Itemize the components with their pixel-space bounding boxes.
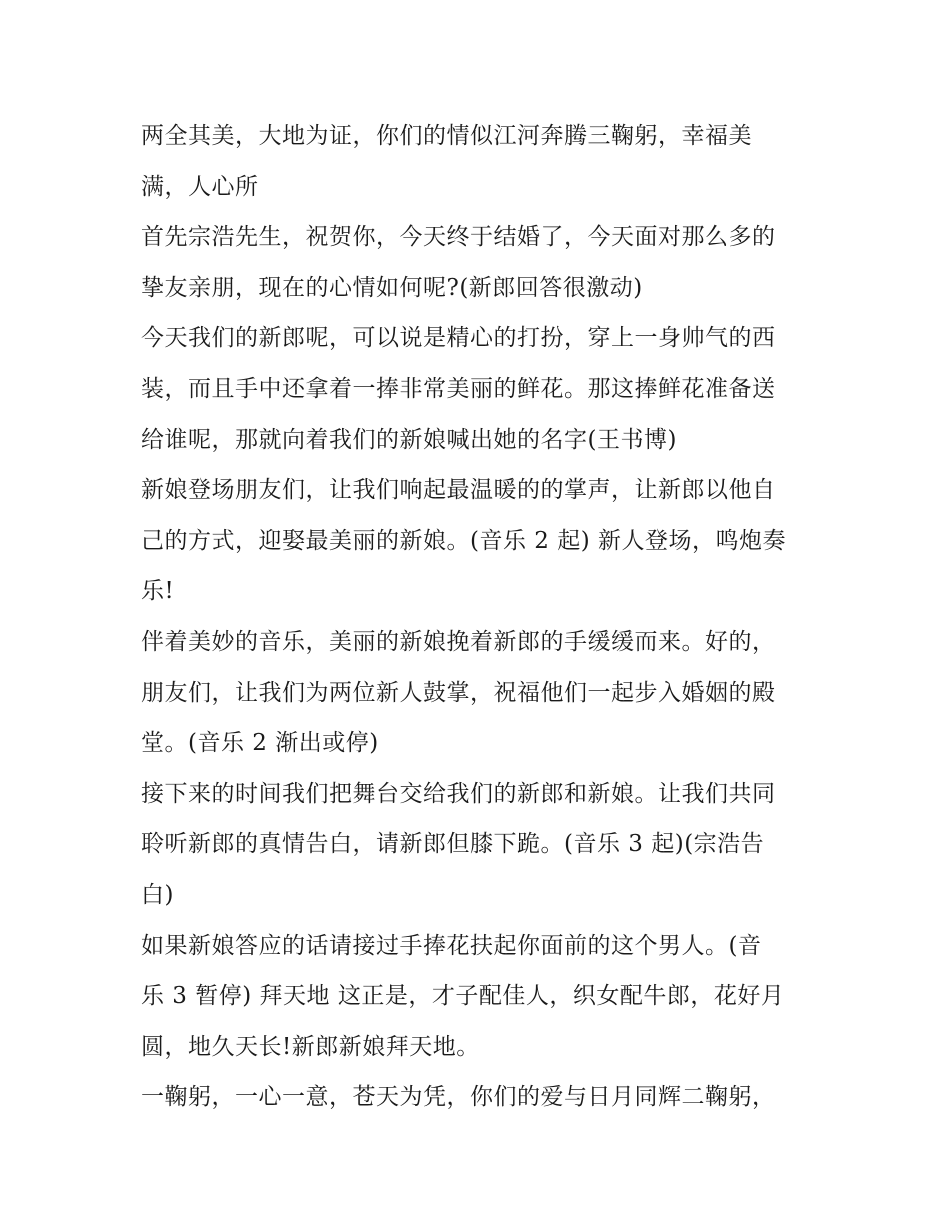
text-line: 挚友亲朋，现在的心情如何呢?(新郎回答很激动): [141, 274, 643, 301]
text-line: 乐 3 暂停) 拜天地 这正是，才子配佳人，织女配牛郎，花好月: [141, 983, 785, 1010]
text-line: 首先宗浩先生，祝贺你，今天终于结婚了，今天面对那么多的: [141, 224, 776, 251]
text-line: 圆，地久天长!新郎新娘拜天地。: [141, 1033, 480, 1060]
text-line: 乐!: [141, 578, 175, 605]
text-line: 聆听新郎的真情告白，请新郎但膝下跪。(音乐 3 起)(宗浩告: [141, 831, 765, 858]
text-line: 伴着美妙的音乐，美丽的新娘挽着新郎的手缓缓而来。好的，: [141, 628, 776, 655]
text-line: 如果新娘答应的话请接过手捧花扶起你面前的这个男人。(音: [141, 932, 762, 959]
text-line: 满，人心所: [141, 173, 259, 200]
text-line: 接下来的时间我们把舞台交给我们的新郎和新娘。让我们共同: [141, 780, 776, 807]
text-line: 己的方式，迎娶最美丽的新娘。(音乐 2 起) 新人登场，鸣炮奏: [141, 527, 787, 554]
text-line: 朋友们，让我们为两位新人鼓掌，祝福他们一起步入婚姻的殿: [141, 679, 776, 706]
text-line: 新娘登场朋友们，让我们响起最温暖的的掌声，让新郎以他自: [141, 477, 776, 504]
text-line: 装，而且手中还拿着一捧非常美丽的鲜花。那这捧鲜花准备送: [141, 375, 776, 402]
document-body: [141, 111, 821, 1123]
text-line: 给谁呢，那就向着我们的新娘喊出她的名字(王书博): [141, 426, 677, 453]
text-line: 白): [141, 881, 174, 908]
text-line: 一鞠躬，一心一意，苍天为凭，你们的爱与日月同辉二鞠躬，: [141, 1084, 776, 1111]
text-line: 今天我们的新郎呢，可以说是精心的打扮，穿上一身帅气的西: [141, 325, 776, 352]
text-line: 堂。(音乐 2 渐出或停): [141, 730, 379, 757]
text-line: 两全其美，大地为证，你们的情似江河奔腾三鞠躬，幸福美: [141, 123, 752, 149]
